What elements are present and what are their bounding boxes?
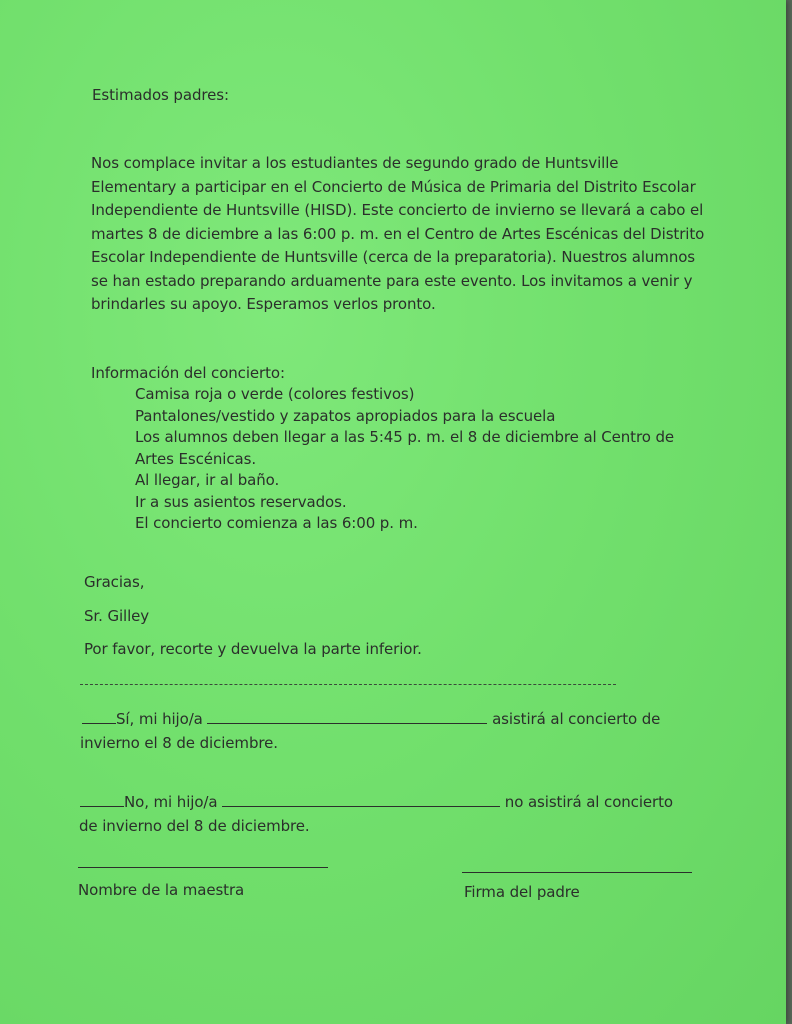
info-item: Los alumnos deben llegar a las 5:45 p. m. el 8 de diciembre al Centro de	[135, 428, 674, 446]
parent-signature-blank[interactable]	[462, 872, 692, 873]
info-item: El concierto comienza a las 6:00 p. m.	[135, 514, 418, 532]
info-item: Artes Escénicas.	[135, 449, 256, 468]
info-item: Pantalones/vestido y zapatos apropiados para la escuela	[135, 406, 556, 425]
paragraph-line: Nos complace invitar a los estudiantes de segundo grado de Huntsville	[91, 154, 619, 172]
parent-signature-label: Firma del padre	[464, 883, 580, 901]
paragraph-line: se han estado preparando arduamente para este evento. Los invitamos a venir y	[91, 271, 693, 290]
concert-info-list	[135, 384, 674, 535]
paragraph-line: martes 8 de diciembre a las 6:00 p. m. en el Centro de Artes Escénicas del Distrito	[91, 224, 705, 243]
teacher-name-label: Nombre de la maestra	[78, 881, 245, 899]
cut-instruction: Por favor, recorte y devuelva la parte inferior.	[84, 640, 422, 658]
cut-line	[80, 684, 616, 685]
greeting: Estimados padres:	[92, 86, 229, 104]
no-child-name-blank[interactable]	[222, 792, 500, 807]
paragraph-line: Escolar Independiente de Huntsville (cerca de la preparatoria). Nuestros alumnos	[91, 248, 696, 266]
no-response-line-2: de invierno del 8 de diciembre.	[79, 817, 310, 835]
yes-response-line	[82, 708, 660, 732]
no-prefix: No, mi hijo/a	[124, 793, 218, 811]
invitation-paragraph	[91, 152, 704, 317]
yes-child-name-blank[interactable]	[207, 709, 487, 724]
no-response-line	[80, 791, 673, 815]
info-item: Ir a sus asientos reservados.	[135, 492, 347, 511]
info-item: Camisa roja o verde (colores festivos)	[135, 385, 415, 403]
teacher-name-blank[interactable]	[78, 867, 328, 868]
concert-info-heading: Información del concierto:	[91, 364, 285, 382]
no-checkbox-blank[interactable]	[80, 792, 124, 807]
paragraph-line: brindarles su apoyo. Esperamos verlos pronto.	[91, 295, 436, 313]
paragraph-line: Independiente de Huntsville (HISD). Este concierto de invierno se llevará a cabo el	[91, 201, 704, 219]
yes-prefix: Sí, mi hijo/a	[116, 710, 203, 728]
yes-suffix: asistirá al concierto de	[492, 710, 661, 728]
info-item: Al llegar, ir al baño.	[135, 471, 280, 489]
yes-response-line-2: invierno el 8 de diciembre.	[80, 734, 278, 752]
paragraph-line: Elementary a participar en el Concierto de Música de Primaria del Distrito Escolar	[91, 177, 696, 196]
closing: Gracias,	[84, 573, 145, 591]
signature-name: Sr. Gilley	[84, 607, 150, 625]
no-suffix: no asistirá al concierto	[504, 793, 673, 811]
yes-checkbox-blank[interactable]	[82, 709, 116, 724]
